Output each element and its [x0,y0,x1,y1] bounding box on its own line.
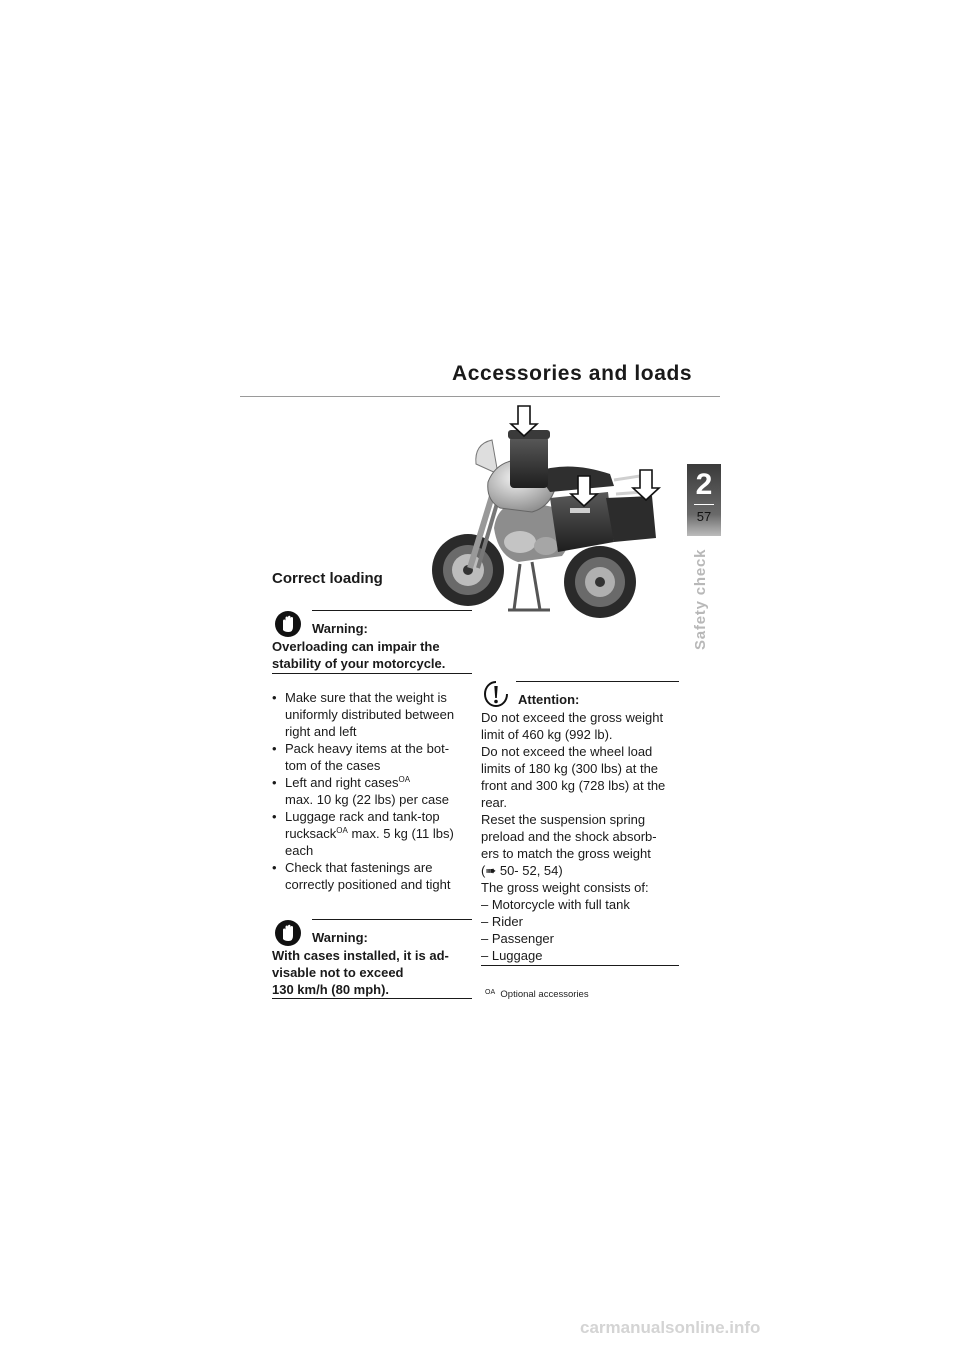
chapter-number: 2 [695,468,713,501]
warning-bottom-rule [272,673,472,674]
bullet-line: Make sure that the weight is [285,690,447,705]
bullet-dot: • [272,809,277,824]
warning-bottom-rule [272,998,472,999]
bullet-line: Check that fastenings are [285,860,433,875]
bullet-dot: • [272,690,277,705]
warning-text: Overloading can impair the stability of your motorcycle. [272,639,446,671]
list-item [272,774,472,808]
bullet-dot: • [272,860,277,875]
bullet-line: Luggage rack and tank-top [285,809,440,824]
chapter-tab [687,464,721,536]
attention-line: – Rider [481,914,523,929]
warning-top-rule [312,610,472,611]
bullet-line: right and left [285,724,357,739]
attention-line: front and 300 kg (728 lbs) at the [481,778,666,793]
bullet-line: each [285,843,314,858]
warning-label: Warning: [312,930,368,945]
attention-line: – Luggage [481,948,543,963]
attention-line: The gross weight consists of: [481,880,649,895]
bullet-line [285,825,472,842]
attention-line: – Passenger [481,931,554,946]
optional-accessory-marker: OA [336,826,348,835]
footnote-marker: OA [485,989,496,996]
page-title: Accessories and loads [452,362,693,385]
section-side-label: Safety check [692,548,709,650]
attention-line: rear. [481,795,508,810]
loading-bullet-list [272,689,472,893]
attention-line: limit of 460 kg (992 lb). [481,727,613,742]
attention-line: ers to match the gross weight [481,846,651,861]
warning-line: With cases installed, it is ad- [272,948,449,963]
list-item [272,808,472,859]
optional-accessory-marker: OA [398,775,411,784]
page-reference: (➠ 50- 52, 54) [481,863,563,878]
exclamation-icon [481,680,511,708]
warning-line: 130 km/h (80 mph). [272,982,390,997]
page-number: 57 [696,509,712,524]
warning-line: visable not to exceed [272,965,404,980]
bullet-line: uniformly distributed between [285,707,455,722]
list-item [272,859,472,893]
chapter-divider [694,504,714,505]
attention-label: Attention: [518,692,580,707]
title-divider [240,396,720,397]
warning-speed-limit [272,919,472,999]
footnote-text: Optional accessories [500,989,589,1000]
bullet-text: rucksack [285,826,337,841]
attention-line: – Motorcycle with full tank [481,897,630,912]
attention-line: Do not exceed the wheel load [481,744,653,759]
warning-top-rule [312,919,472,920]
bullet-line: Pack heavy items at the bot- [285,741,450,756]
attention-line: Reset the suspension spring [481,812,646,827]
attention-top-rule [516,681,679,682]
bullet-line: correctly positioned and tight [285,877,451,892]
attention-bottom-rule [481,965,679,966]
attention-text [481,709,679,964]
bullet-text: Left and right cases [285,775,399,790]
footnote [485,989,589,1000]
bullet-dot: • [272,775,277,790]
section-heading: Correct loading [272,570,383,587]
warning-label: Warning: [312,621,368,636]
bullet-line [285,774,472,791]
attention-line: limits of 180 kg (300 lbs) at the [481,761,659,776]
warning-overloading [272,610,472,674]
hand-stop-icon [274,610,302,638]
bullet-line: max. 10 kg (22 lbs) per case [285,792,450,807]
motorcycle-illustration [428,400,678,630]
bullet-dot: • [272,741,277,756]
bullet-text: max. 5 kg (11 lbs) [347,826,454,841]
watermark: carmanualsonline.info [580,1318,761,1337]
bullet-line: tom of the cases [285,758,381,773]
list-item [272,689,472,740]
attention-line: Do not exceed the gross weight [481,710,664,725]
hand-stop-icon [274,919,302,947]
warning-text [272,947,472,998]
attention-line: preload and the shock absorb- [481,829,657,844]
list-item [272,740,472,774]
